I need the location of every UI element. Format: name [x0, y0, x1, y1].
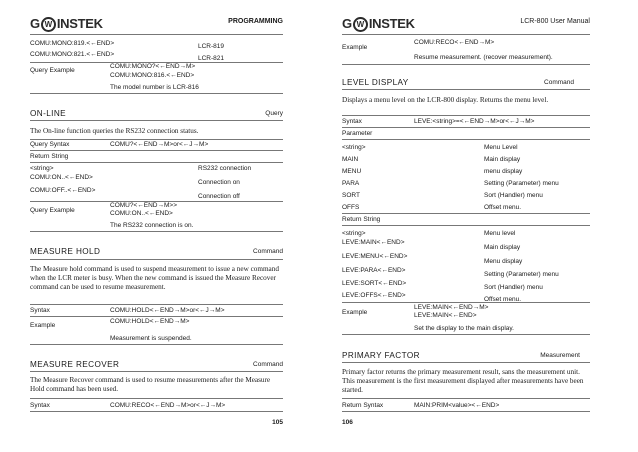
- divider: [342, 362, 590, 363]
- example-note: Measurement is suspended.: [110, 335, 192, 342]
- divider: [342, 127, 590, 128]
- example-line: COMU?<←END→M>>: [110, 202, 177, 209]
- page-number: 105: [272, 419, 283, 426]
- section-type: Measurement: [540, 352, 580, 359]
- divider: [30, 259, 283, 260]
- divider: [342, 89, 590, 90]
- example-line: LEVE:MAIN<←END>: [414, 312, 477, 319]
- gwinstek-logo: G W INSTEK: [342, 16, 415, 31]
- return-syntax-label: Return Syntax: [342, 402, 384, 409]
- example-note: Set the display to the main display.: [414, 325, 514, 332]
- return-description: Connection on: [198, 179, 240, 186]
- section-title: PRIMARY FACTOR: [342, 351, 420, 360]
- section-title: LEVEL DISPLAY: [342, 78, 409, 87]
- divider: [30, 150, 283, 151]
- return-string-label: Return String: [30, 153, 69, 160]
- divider: [342, 64, 590, 65]
- return-key: LEVE:OFFS<←END>: [342, 292, 406, 299]
- param-value: Offset menu.: [484, 204, 522, 211]
- result-text: LCR-821: [198, 55, 225, 62]
- example-label: Example: [342, 44, 368, 51]
- divider: [30, 371, 283, 372]
- command-text: COMU:MONO:819.<←END>: [30, 40, 115, 47]
- example-note: Resume measurement. (recover measurement).: [414, 54, 553, 61]
- divider: [30, 162, 283, 163]
- query-example-note: The model number is LCR-816: [110, 84, 199, 91]
- param-key: <string>: [342, 144, 366, 151]
- syntax-text: COMU?<←END→M>or<←J→M>: [110, 141, 209, 148]
- divider: [30, 231, 283, 232]
- divider: [30, 34, 283, 35]
- page-header: [30, 17, 283, 31]
- return-key: LEVE:MAIN<←END>: [342, 239, 405, 246]
- divider: [30, 93, 283, 94]
- divider: [30, 120, 283, 121]
- header-section-title: PROGRAMMING: [228, 18, 283, 25]
- return-key: <string>: [342, 230, 366, 237]
- return-value: Setting (Parameter) menu: [484, 271, 559, 278]
- syntax-label: Syntax: [342, 118, 362, 125]
- divider: [342, 213, 590, 214]
- section-type: Query: [265, 110, 283, 117]
- param-key: OFFS: [342, 204, 360, 211]
- divider: [342, 411, 590, 412]
- syntax-label: Syntax: [30, 307, 50, 314]
- return-value: Offset menu.: [484, 296, 522, 303]
- section-type: Command: [253, 361, 283, 368]
- param-key: MAIN: [342, 156, 359, 163]
- divider: [342, 302, 590, 303]
- header-manual-title: LCR-800 User Manual: [520, 18, 590, 25]
- return-key: LEVE:MENU<←END>: [342, 253, 408, 260]
- page-number: 106: [342, 419, 353, 426]
- param-value: Menu Level: [484, 144, 518, 151]
- return-string: COMU:OFF..<←END>: [30, 187, 96, 194]
- divider: [30, 139, 283, 140]
- syntax-label: Syntax: [30, 402, 50, 409]
- section-description: The Measure hold command is used to suspend measurement to issue a new command when the LCR meter is busy. When the new command is issued the Measure Recover command can be used to resume measurement.: [30, 265, 279, 291]
- return-value: Menu display: [484, 258, 523, 265]
- param-key: MENU: [342, 168, 362, 175]
- divider: [342, 398, 590, 399]
- example-label: Example: [30, 322, 56, 329]
- example-line: COMU:RECO<←END→M>: [414, 39, 495, 46]
- return-key: LEVE:PARA<←END>: [342, 267, 406, 274]
- page-header: [342, 17, 590, 31]
- return-key: LEVE:SORT<←END>: [342, 280, 407, 287]
- divider: [30, 398, 283, 399]
- section-title: ON-LINE: [30, 109, 67, 118]
- divider: [30, 316, 283, 317]
- section-title: MEASURE HOLD: [30, 247, 101, 256]
- section-description: Displays a menu level on the LCR-800 display. Returns the menu level.: [342, 96, 549, 104]
- return-string: <string>: [30, 165, 54, 172]
- divider: [342, 334, 590, 335]
- return-string-label: Return String: [342, 216, 381, 223]
- example-label: Example: [342, 309, 368, 316]
- example-line: LEVE:MAIN<←END→M>: [414, 304, 489, 311]
- return-string: COMU:ON..<←END>: [30, 174, 93, 181]
- param-key: SORT: [342, 192, 360, 199]
- syntax-text: COMU:HOLD<←END→M>or<←J→M>: [110, 307, 225, 314]
- syntax-text: LEVE:<string>=<←END→M>or<←J→M>: [414, 118, 535, 125]
- query-example-label: Query Example: [30, 67, 75, 74]
- left-page: [30, 0, 283, 452]
- param-value: Sort (Handler) menu: [484, 192, 543, 199]
- section-description: Primary factor returns the primary measurement result, sans the measurement unit. This measurement is the first measurement displayed after measurements have been started.: [342, 368, 584, 394]
- divider: [30, 411, 283, 412]
- param-value: menu display: [484, 168, 523, 175]
- gwinstek-logo: G W INSTEK: [30, 16, 103, 31]
- divider: [342, 34, 590, 35]
- query-example-line: COMU:MONO:816.<←END>: [110, 72, 195, 79]
- query-example-line: COMU:MONO?<←END→M>: [110, 63, 196, 70]
- return-syntax-text: MAIN:PRIM<value><←END>: [414, 402, 500, 409]
- param-value: Setting (Parameter) menu: [484, 180, 559, 187]
- parameter-label: Parameter: [342, 130, 373, 137]
- section-type: Command: [544, 79, 574, 86]
- divider: [342, 225, 590, 226]
- return-value: Sort (Handler) menu: [484, 284, 543, 291]
- return-value: Main display: [484, 244, 521, 251]
- section-description: The Measure Recover command is used to resume measurements after the Measure Hold command has been used.: [30, 376, 271, 393]
- result-text: LCR-819: [198, 43, 225, 50]
- syntax-text: COMU:RECO<←END→M>or<←J→M>: [110, 402, 226, 409]
- example-label: Query Example: [30, 207, 75, 214]
- divider: [30, 304, 283, 305]
- example-note: The RS232 connection is on.: [110, 222, 194, 229]
- example-line: COMU:ON..<←END>: [110, 210, 173, 217]
- divider: [30, 344, 283, 345]
- section-title: MEASURE RECOVER: [30, 360, 120, 369]
- return-value: Menu level: [484, 230, 516, 237]
- param-value: Main display: [484, 156, 521, 163]
- return-description: RS232 connection: [198, 165, 252, 172]
- section-description: The On-line function queries the RS232 connection status.: [30, 127, 199, 135]
- syntax-label: Query Syntax: [30, 141, 70, 148]
- divider: [342, 115, 590, 116]
- example-line: COMU:HOLD<←END→M>: [110, 318, 190, 325]
- param-key: PARA: [342, 180, 360, 187]
- section-type: Command: [253, 248, 283, 255]
- right-page: [342, 0, 590, 452]
- return-description: Connection off: [198, 193, 240, 200]
- command-text: COMU:MONO:821.<←END>: [30, 51, 115, 58]
- divider: [342, 139, 590, 140]
